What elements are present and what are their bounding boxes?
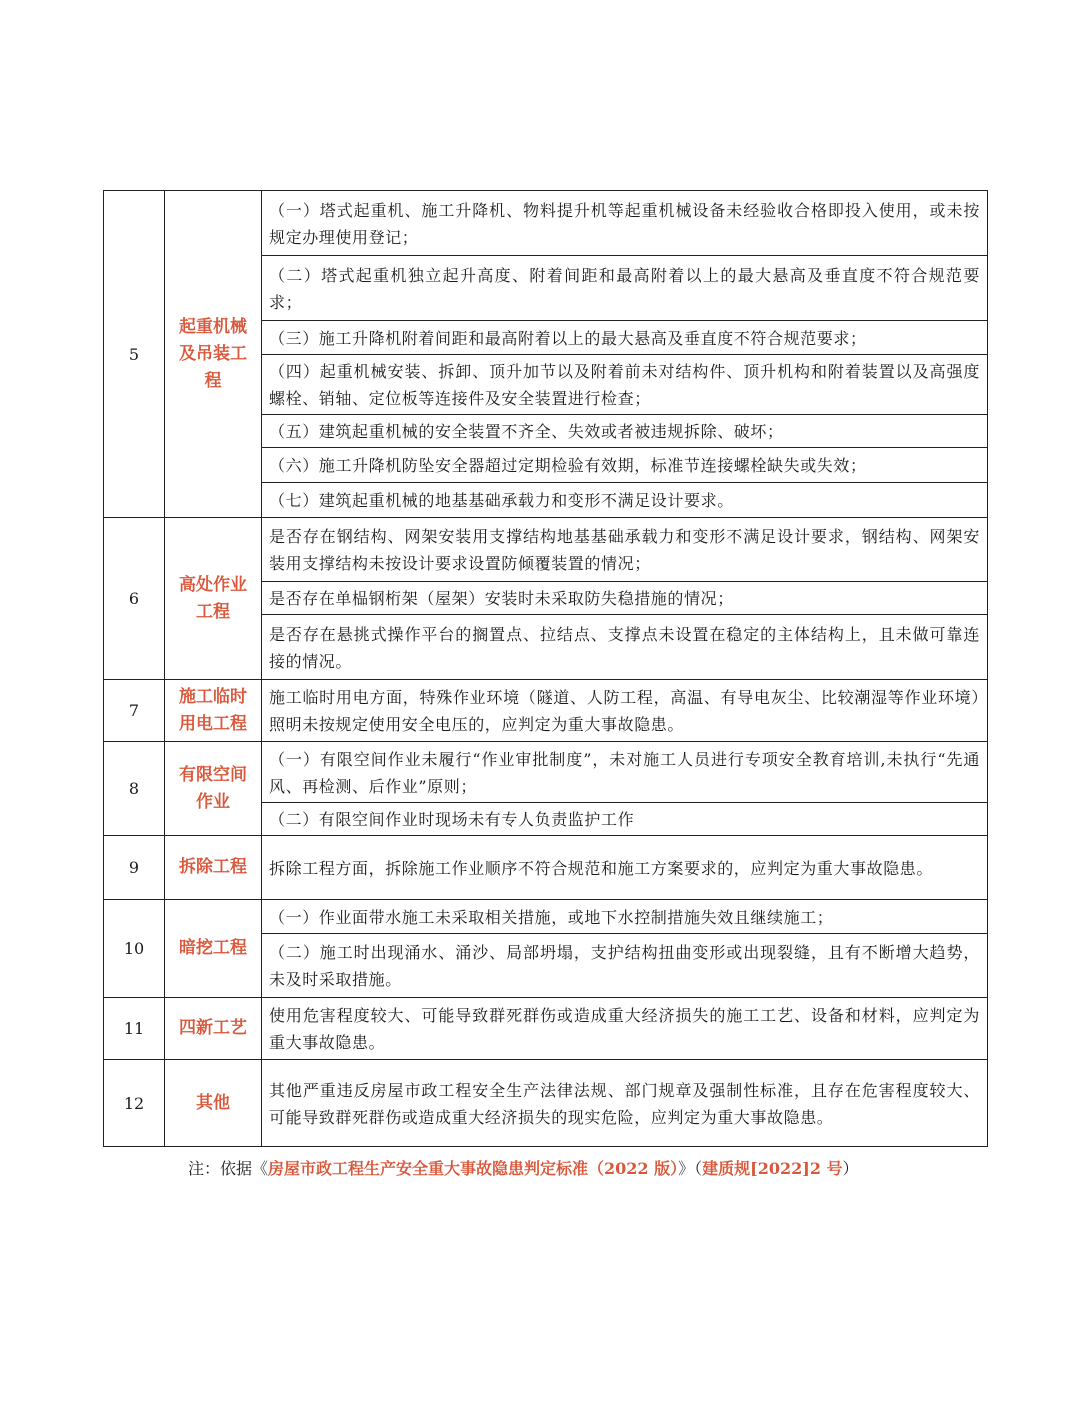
table-row xyxy=(104,900,988,934)
table-row xyxy=(104,680,988,742)
category-label: 四新工艺 xyxy=(165,998,262,1060)
table-body xyxy=(104,191,988,1147)
row-number: 8 xyxy=(104,742,165,836)
table-row xyxy=(104,742,988,803)
hazard-item: （四）起重机械安装、拆卸、顶升加节以及附着前未对结构件、顶升机构和附着装置以及高强度螺栓、销轴、定位板等连接件及安全装置进行检查； xyxy=(262,355,988,415)
hazard-item: （一）作业面带水施工未采取相关措施，或地下水控制措施失效且继续施工； xyxy=(262,900,988,934)
hazard-item: （五）建筑起重机械的安全装置不齐全、失效或者被违规拆除、破坏； xyxy=(262,415,988,448)
hazard-item: 使用危害程度较大、可能导致群死群伤或造成重大经济损失的施工工艺、设备和材料，应判定为重大事故隐患。 xyxy=(262,998,988,1060)
category-label: 暗挖工程 xyxy=(165,900,262,998)
hazard-item: （二）施工时出现涌水、涌沙、局部坍塌，支护结构扭曲变形或出现裂缝，且有不断增大趋势，未及时采取措施。 xyxy=(262,934,988,998)
hazard-item: （二）塔式起重机独立起升高度、附着间距和最高附着以上的最大悬高及垂直度不符合规范要求； xyxy=(262,256,988,321)
category-label: 高处作业工程 xyxy=(165,518,262,680)
footnote-middle: 》（ xyxy=(678,1159,703,1178)
hazard-item: （二）有限空间作业时现场未有专人负责监护工作 xyxy=(262,803,988,836)
category-label: 有限空间作业 xyxy=(165,742,262,836)
hazard-item: 施工临时用电方面，特殊作业环境（隧道、人防工程，高温、有导电灰尘、比较潮湿等作业环境）照明未按规定使用安全电压的，应判定为重大事故隐患。 xyxy=(262,680,988,742)
hazard-item: 是否存在悬挑式操作平台的搁置点、拉结点、支撑点未设置在稳定的主体结构上，且未做可靠连接的情况。 xyxy=(262,615,988,680)
table-row xyxy=(104,518,988,582)
hazard-item: （三）施工升降机附着间距和最高附着以上的最大悬高及垂直度不符合规范要求； xyxy=(262,321,988,355)
hazard-item: （一）塔式起重机、施工升降机、物料提升机等起重机械设备未经验收合格即投入使用，或未按规定办理使用登记； xyxy=(262,191,988,256)
table-row xyxy=(104,836,988,900)
row-number: 6 xyxy=(104,518,165,680)
hazard-item: （七）建筑起重机械的地基基础承载力和变形不满足设计要求。 xyxy=(262,483,988,518)
row-number: 9 xyxy=(104,836,165,900)
footnote xyxy=(188,1156,988,1182)
category-label: 施工临时用电工程 xyxy=(165,680,262,742)
hazard-item: 拆除工程方面，拆除施工作业顺序不符合规范和施工方案要求的，应判定为重大事故隐患。 xyxy=(262,836,988,900)
table-row xyxy=(104,191,988,256)
row-number: 5 xyxy=(104,191,165,518)
footnote-standard-title: 房屋市政工程生产安全重大事故隐患判定标准（2022 版） xyxy=(268,1159,679,1178)
table-row xyxy=(104,1060,988,1147)
row-number: 10 xyxy=(104,900,165,998)
hazard-item: 是否存在单榀钢桁架（屋架）安装时未采取防失稳措施的情况； xyxy=(262,582,988,615)
footnote-suffix: ） xyxy=(842,1159,859,1178)
category-label: 起重机械及吊装工程 xyxy=(165,191,262,518)
footnote-document-number: 建质规[2022]2 号 xyxy=(702,1159,843,1178)
hazard-criteria-table xyxy=(103,190,988,1147)
row-number: 12 xyxy=(104,1060,165,1147)
footnote-prefix: 注：依据《 xyxy=(188,1159,269,1178)
hazard-item: 是否存在钢结构、网架安装用支撑结构地基基础承载力和变形不满足设计要求，钢结构、网架安装用支撑结构未按设计要求设置防倾覆装置的情况； xyxy=(262,518,988,582)
hazard-item: 其他严重违反房屋市政工程安全生产法律法规、部门规章及强制性标准，且存在危害程度较大、可能导致群死群伤或造成重大经济损失的现实危险，应判定为重大事故隐患。 xyxy=(262,1060,988,1147)
hazard-item: （一）有限空间作业未履行“作业审批制度”，未对施工人员进行专项安全教育培训,未执行“先通风、再检测、后作业”原则； xyxy=(262,742,988,803)
category-label: 其他 xyxy=(165,1060,262,1147)
hazard-item: （六）施工升降机防坠安全器超过定期检验有效期，标准节连接螺栓缺失或失效； xyxy=(262,448,988,483)
category-label: 拆除工程 xyxy=(165,836,262,900)
row-number: 11 xyxy=(104,998,165,1060)
table-row xyxy=(104,998,988,1060)
row-number: 7 xyxy=(104,680,165,742)
